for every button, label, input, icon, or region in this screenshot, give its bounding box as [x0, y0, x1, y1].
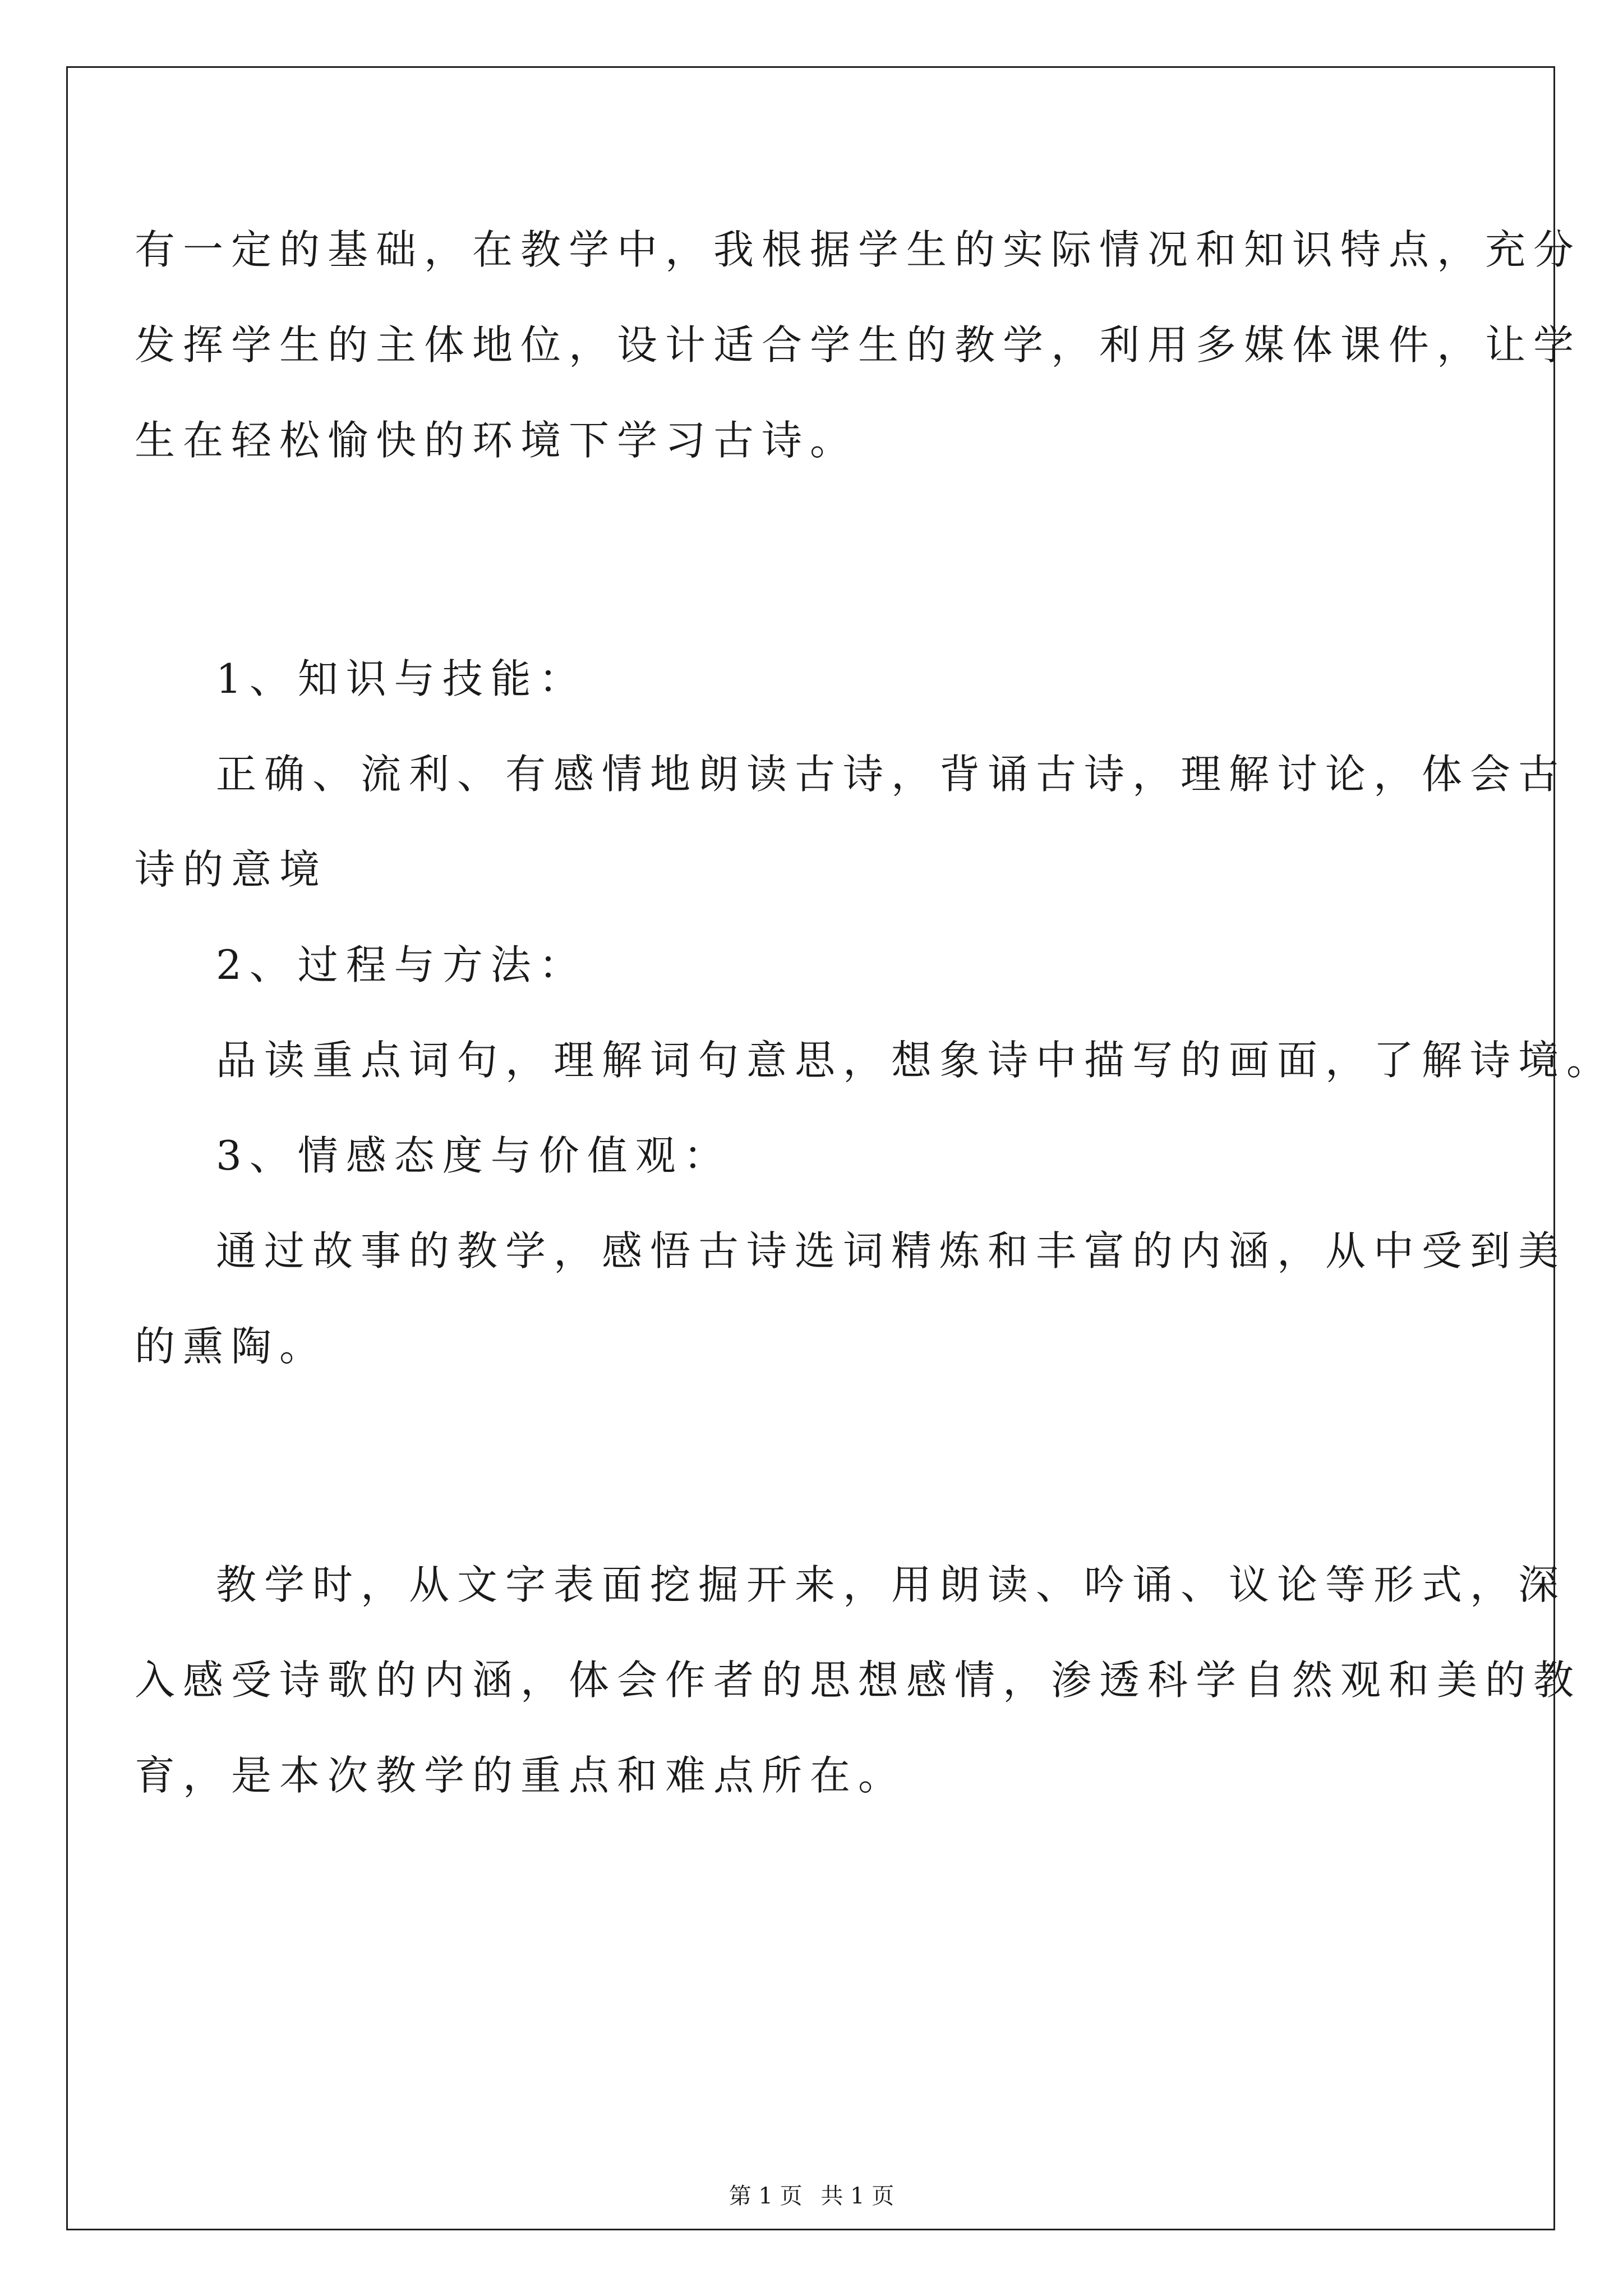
- section1-heading: 1、知识与技能：: [216, 655, 587, 702]
- section1-line1: 正确、流利、有感情地朗读古诗，背诵古诗，理解讨论，体会古: [216, 751, 1567, 798]
- page-number: 第 1 页: [728, 2183, 803, 2209]
- page-footer: [0, 2182, 1623, 2210]
- section1-line2: 诗的意境: [135, 846, 328, 893]
- paragraph2-line3: 育，是本次教学的重点和难点所在。: [135, 1752, 907, 1799]
- paragraph1-line2: 发挥学生的主体地位，设计适合学生的教学，利用多媒体课件，让学: [135, 321, 1582, 369]
- paragraph2-line2: 入感受诗歌的内涵，体会作者的思想感情，渗透科学自然观和美的教: [135, 1657, 1582, 1704]
- paragraph1-line3: 生在轻松愉快的环境下学习古诗。: [135, 417, 859, 464]
- page-total: 共 1 页: [820, 2183, 895, 2209]
- paragraph1-line1: 有一定的基础，在教学中，我根据学生的实际情况和知识特点，充分: [135, 226, 1582, 273]
- section3-line1: 通过故事的教学，感悟古诗选词精炼和丰富的内涵，从中受到美: [216, 1227, 1567, 1274]
- section2-heading: 2、过程与方法：: [216, 941, 587, 988]
- section3-heading: 3、情感态度与价值观：: [216, 1132, 732, 1179]
- section3-line2: 的熏陶。: [135, 1323, 328, 1370]
- section2-line1: 品读重点词句，理解词句意思，想象诗中描写的画面，了解诗境。: [216, 1037, 1615, 1084]
- paragraph2-line1: 教学时，从文字表面挖掘开来，用朗读、吟诵、议论等形式，深: [216, 1561, 1567, 1608]
